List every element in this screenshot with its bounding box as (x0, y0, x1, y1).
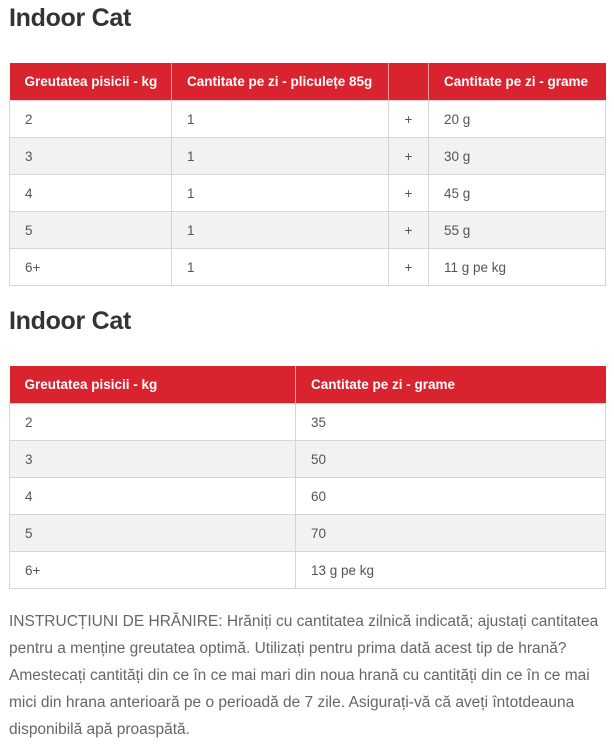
table-row (10, 515, 606, 552)
table-row (10, 552, 606, 589)
cell-plus: + (389, 175, 429, 212)
header-daily-grams: Cantitate pe zi - grame (296, 366, 606, 404)
cell-grams: 35 (296, 404, 606, 441)
cell-grams: 50 (296, 441, 606, 478)
cell-pouches: 1 (172, 175, 389, 212)
table-row (10, 212, 606, 249)
cell-grams: 30 g (429, 138, 606, 175)
cell-weight: 6+ (10, 552, 296, 589)
table-row (10, 249, 606, 286)
table-row (10, 404, 606, 441)
cell-plus: + (389, 212, 429, 249)
cell-weight: 4 (10, 478, 296, 515)
cell-pouches: 1 (172, 212, 389, 249)
cell-grams: 55 g (429, 212, 606, 249)
cell-weight: 4 (10, 175, 172, 212)
header-cat-weight: Greutatea pisicii - kg (10, 63, 172, 101)
table-row (10, 101, 606, 138)
cell-weight: 3 (10, 138, 172, 175)
cell-pouches: 1 (172, 138, 389, 175)
cell-weight: 6+ (10, 249, 172, 286)
cell-plus: + (389, 101, 429, 138)
cell-weight: 2 (10, 101, 172, 138)
table-row (10, 138, 606, 175)
feeding-table-wet (9, 63, 606, 286)
table-header-row (10, 366, 606, 404)
cell-pouches: 1 (172, 101, 389, 138)
table-row (10, 441, 606, 478)
feeding-table-dry (9, 366, 606, 589)
section-title: Indoor Cat (9, 307, 131, 335)
cell-weight: 2 (10, 404, 296, 441)
cell-weight: 5 (10, 515, 296, 552)
cell-grams: 20 g (429, 101, 606, 138)
feeding-instructions: INSTRUCȚIUNI DE HRĂNIRE: Hrăniți cu cantitatea zilnică indicată; ajustați cantitatea pentru a menține greutatea optimă. Utilizați pentru prima dată acest tip de hrană? Amestecați cantități din ce în ce mai mari din noua hrană cu cantități din ce în ce mai mici din hrana anterioară pe o perioadă de 7 zile. Asigurați-vă că aveți întotdeauna disponibilă apă proaspătă. (9, 613, 599, 738)
cell-pouches: 1 (172, 249, 389, 286)
table-header-row (10, 63, 606, 101)
cell-grams: 13 g pe kg (296, 552, 606, 589)
section-title: Indoor Cat (9, 4, 131, 32)
cell-plus: + (389, 249, 429, 286)
cell-grams: 60 (296, 478, 606, 515)
cell-grams: 11 g pe kg (429, 249, 606, 286)
table-row (10, 478, 606, 515)
cell-weight: 3 (10, 441, 296, 478)
header-plus (389, 63, 429, 101)
header-cat-weight: Greutatea pisicii - kg (10, 366, 296, 404)
cell-grams: 70 (296, 515, 606, 552)
table-row (10, 175, 606, 212)
cell-grams: 45 g (429, 175, 606, 212)
header-daily-pouches: Cantitate pe zi - pliculețe 85g (172, 63, 389, 101)
cell-weight: 5 (10, 212, 172, 249)
header-daily-grams: Cantitate pe zi - grame (429, 63, 606, 101)
cell-plus: + (389, 138, 429, 175)
